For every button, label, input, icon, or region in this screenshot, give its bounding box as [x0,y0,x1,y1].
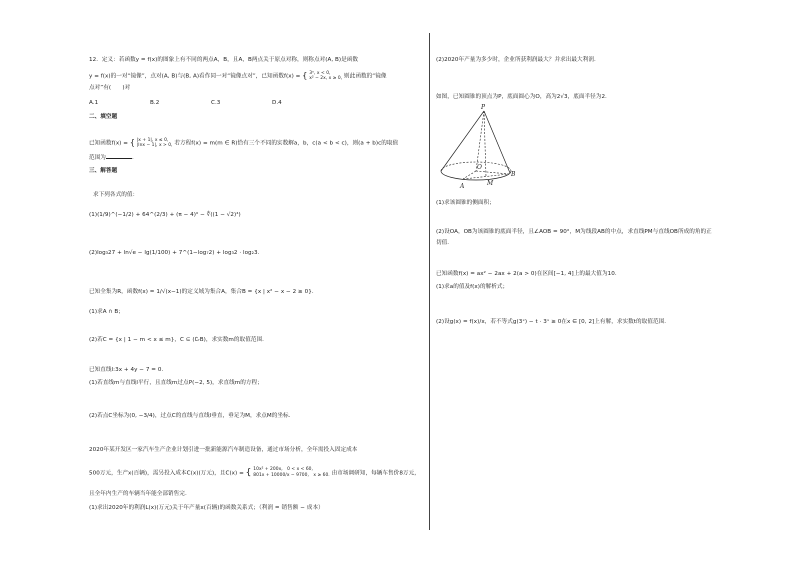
line-problem-intro: 已知直线l:3x + 4y − 7 = 0. [89,367,164,373]
cone-base-back [441,162,511,171]
q12-option-a: A.1 [89,100,99,106]
label-b: B [511,171,516,178]
q12-piece1: 3ˣ, x < 0, [309,71,331,76]
q12-option-c: C.3 [211,100,221,106]
car-piece1: 10x² + 200x, 0 < x < 60, [253,467,313,472]
cone-base-front [441,171,511,180]
radius-ob [476,171,509,174]
cone-part2-line2: 切值. [436,240,450,246]
sets-line1: 已知全集为R，函数f(x) = 1/√(x−1)的定义域为集合A，集合B = {x | x² − x − 2 ≥ 0}. [89,289,314,295]
segment-pm [484,111,486,177]
car-brace: { [245,467,252,478]
car-part2: (2)2020年产量为多少时，企业所获利润最大？并求出最大利润. [436,57,596,63]
label-p: P [481,104,486,111]
line-problem-part2: (2)若点C坐标为(0, −3/4)，过点C的直线与直线l垂直，垂足为M，求点M的坐标. [89,413,291,419]
fill-piece2: |lnx − 1|, x > 0, [136,143,173,148]
calc-intro: 求下列各式的值： [93,192,139,198]
quad-part2: (2)设g(x) = f(x)/x，若不等式g(3ˣ) − t · 3ˣ ≥ 0在x ∈ [0, 2]上有解，求实数t的取值范围. [436,319,667,325]
q12-brace: { [302,71,308,80]
calc-part2: (2)log₃27 + ln√e − lg(1/100) + 7^(1−log₇2) + log₃2 · log₂3. [89,250,260,256]
quad-intro: 已知函数f(x) = ax² − 2ax + 2(a > 0)在区间[−1, 4]上的最大值为10. [436,271,617,277]
car-cost-text: 500万元，生产x(百辆)，需另投入成本C(x)(万元)，且C(x) = [89,470,244,477]
label-o: O [477,164,482,171]
cone-right-edge [484,111,510,173]
q12-line2-text: y = f(x)的一对“镜像”，点对(A, B)与(B, A)看作同一对“镜像点对”，已知函数f(x) = [89,73,301,80]
column-divider [429,33,430,530]
fill-prefix: 已知函数f(x) = [89,140,128,147]
label-m: M [487,180,494,187]
fill-text: 若方程f(x) = m(m ∈ R)恰有三个不同的实数解a，b，c(a < b < c)，则(a + b)c的取值 [174,140,399,147]
fill-piece1: |x + 1|, x ≤ 0, [136,138,169,143]
line-problem-part1: (1)若直线m与直线l平行，且直线m过点P(−2, 5)，求直线m的方程； [89,380,263,386]
quad-part1: (1)求a的值及f(x)的解析式； [436,284,509,290]
sets-part1: (1)求A ∩ B； [89,309,124,315]
sets-part2: (2)若C = {x | 1 − m < x ≤ m}，C ⊆ (∁ᵣB)，求实数m的取值范围. [89,337,264,343]
section-fill-heading: 二、填空题 [89,114,118,120]
car-part1: (1)求出2020年的利润L(x)(万元)关于年产量x(百辆)的函数关系式；（利润 = 销售额 − 成本） [89,505,324,511]
q12-option-d: D.4 [272,100,282,106]
car-piecewise [253,467,329,479]
cone-figure [436,100,526,192]
cone-part1: (1)求该圆锥的侧面积； [436,200,495,206]
fill-piecewise [137,138,173,148]
q12-line2-tail: 则此函数的“镜像 [344,73,387,80]
fill-brace: { [129,138,135,147]
label-a: A [460,183,465,190]
q12-option-b: B.2 [150,100,160,106]
fill-range-label: 范围为 [89,155,106,161]
car-line3: 且全年内生产的车辆当年能全部销售完. [89,491,187,497]
fill-line2: 范围为 . [89,155,134,161]
q12-piece2: x² − 2x, x ≥ 0, [309,76,343,81]
answer-blank [106,153,132,159]
fill-line1 [89,138,398,148]
car-line2 [89,467,420,479]
q12-line2 [89,71,387,81]
q12-piecewise [309,71,342,81]
section-answer-heading: 三、解答题 [89,168,118,174]
q12-line3: 点对”有( )对 [89,85,131,91]
car-piece2: 801x + 10000/x − 9700, x ≥ 60. [253,473,330,478]
car-price-text: 由市场调研知，每辆车售价8万元， [331,470,420,477]
cone-part2-line1: (2)设OA，OB为该圆锥的底面半径，且∠AOB = 90°，M为线段AB的中点，求直线PM与直线OB所成的角的正 [436,229,712,235]
cone-intro: 如图，已知圆锥的顶点为P，底面圆心为O，高为2√3，底面半径为2. [436,94,607,100]
calc-part1: (1)(1/9)^(−1/2) + 64^(2/3) + (π − 4)⁰ − ∜((1 − √2)⁴) [89,212,241,218]
q12-line1: 12．定义：若函数y = f(x)的图象上有不同的两点A，B，且A，B两点关于原点对称，则称点对(A, B)是函数 [89,57,359,63]
car-line1: 2020年某开发区一家汽车生产企业计划引进一批新能源汽车制造设备，通过市场分析，全年需投入固定成本 [89,447,358,453]
